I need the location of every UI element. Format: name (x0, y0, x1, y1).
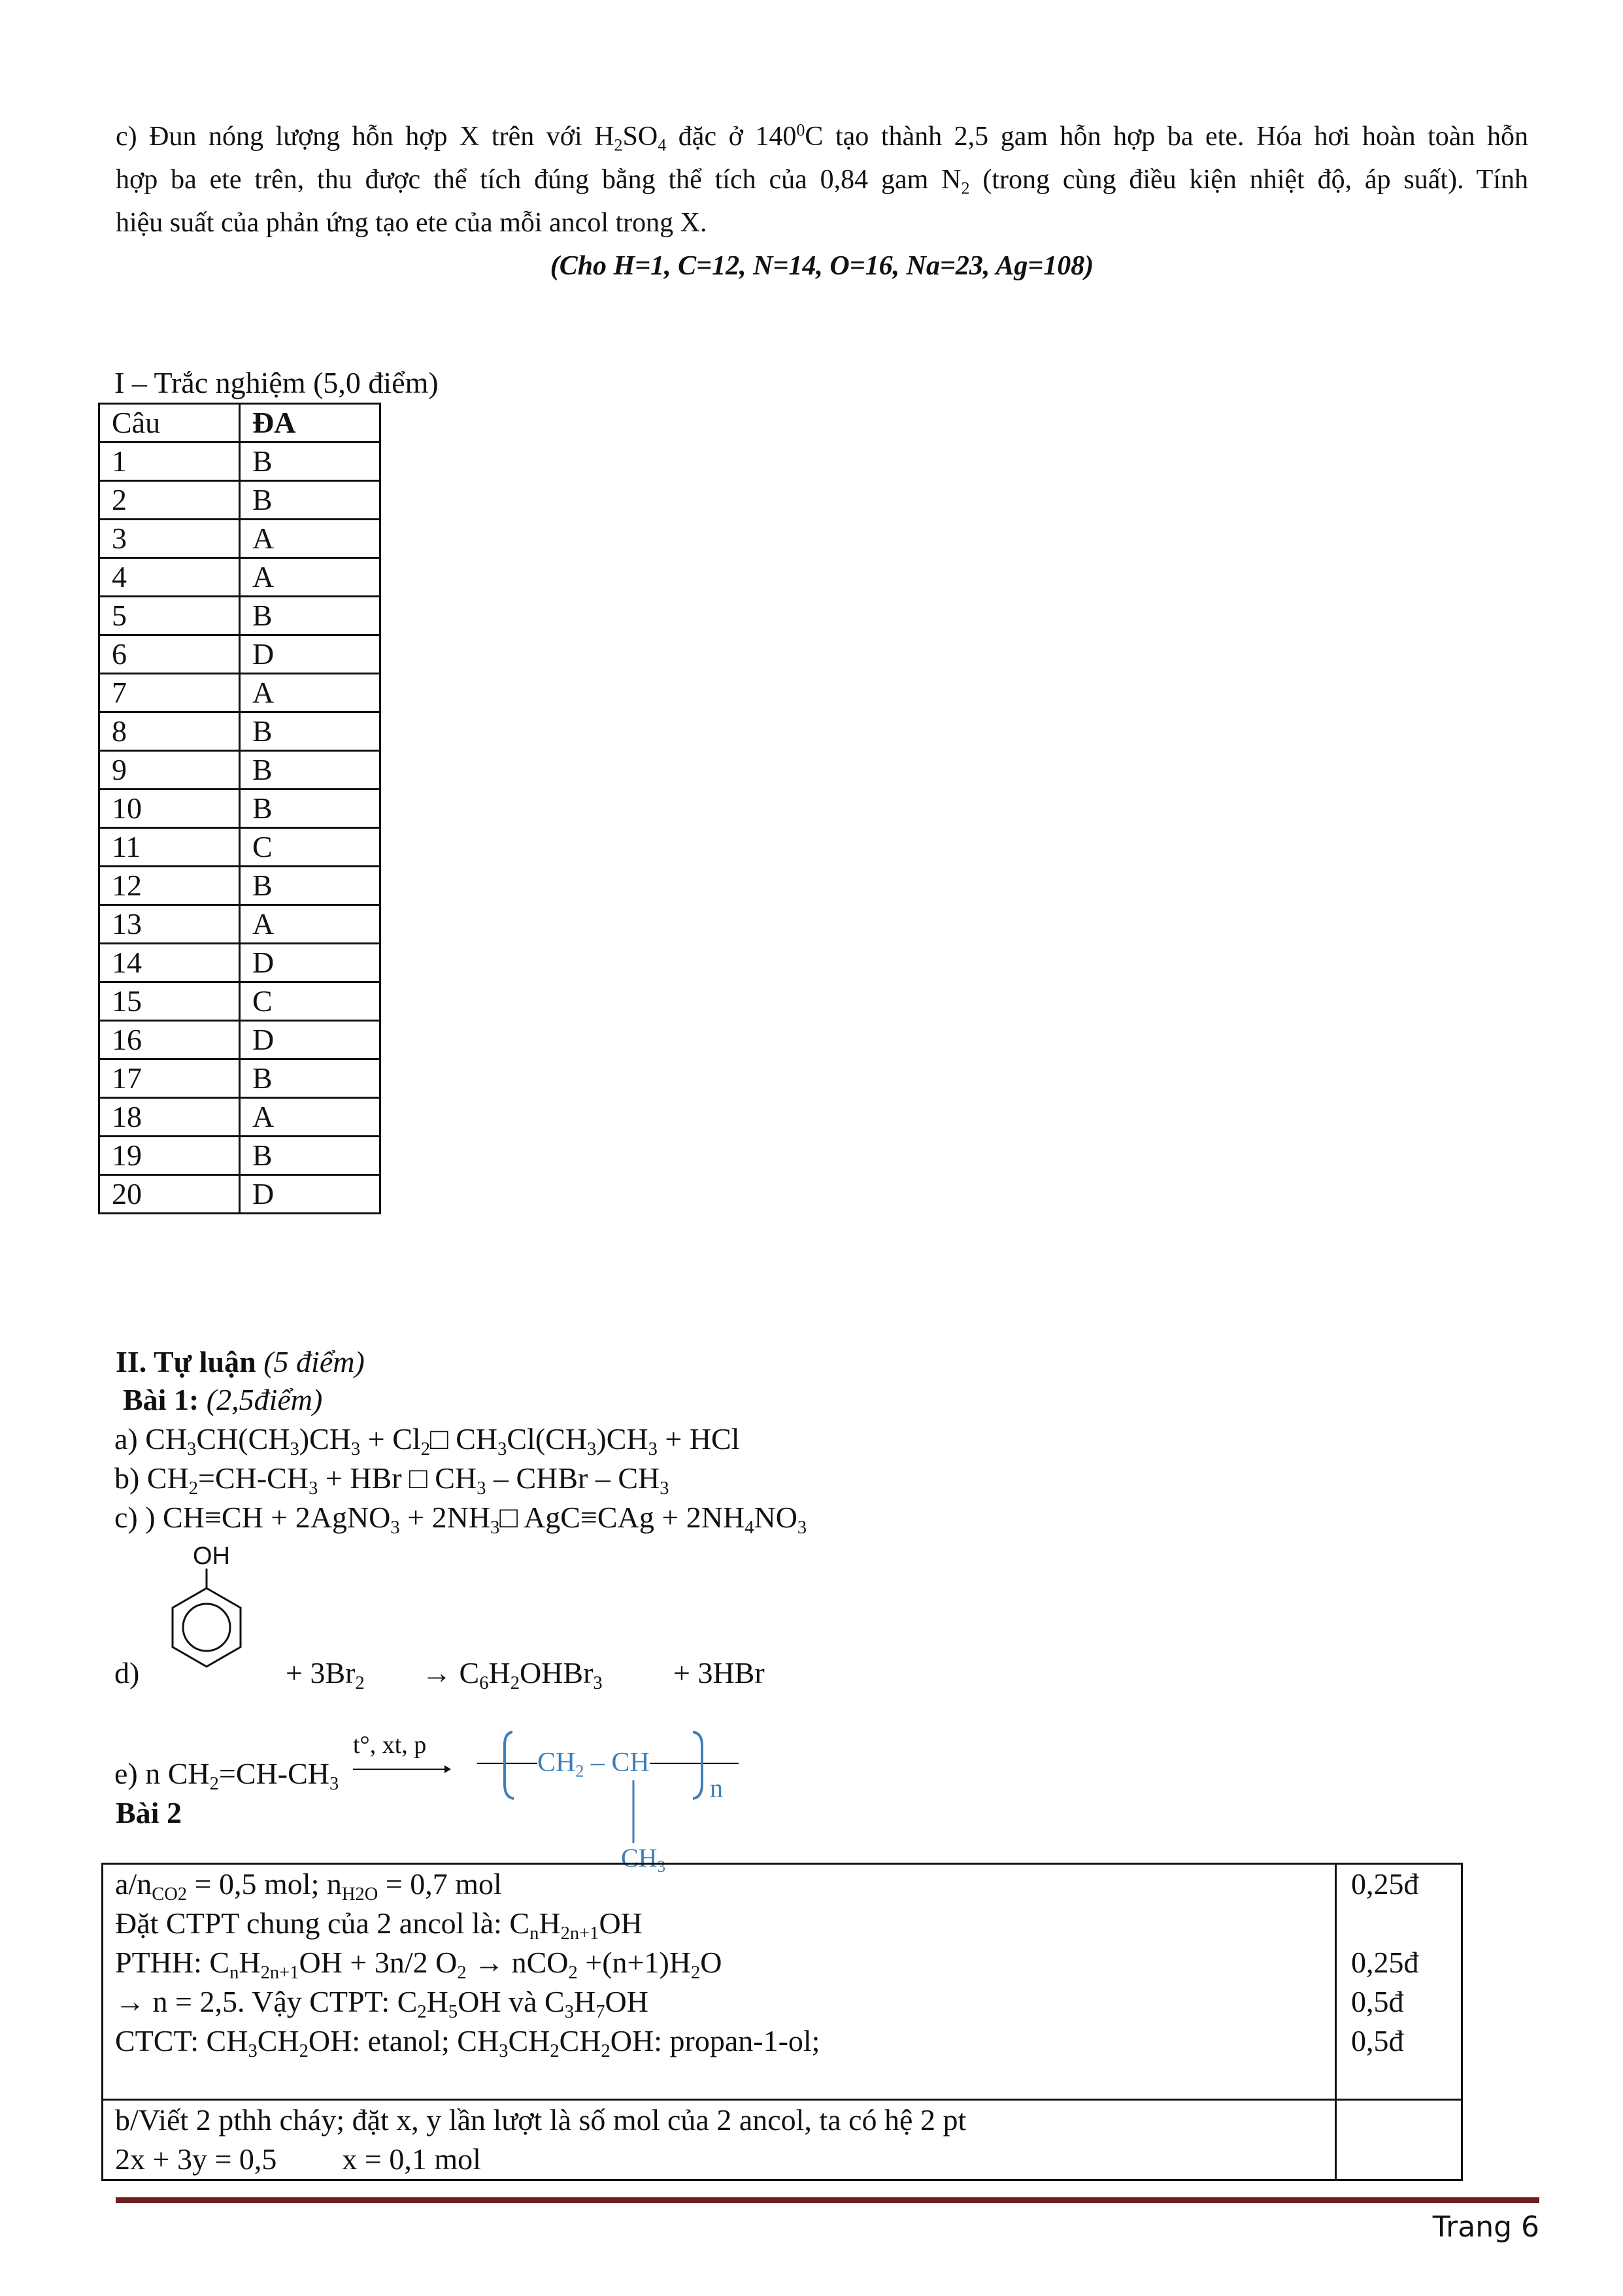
mcq-answer: B (240, 751, 380, 790)
table-row (99, 1137, 380, 1175)
mcq-answer: B (240, 597, 380, 635)
mcq-answer: A (240, 520, 380, 558)
mcq-answer: D (240, 1021, 380, 1059)
bai2-heading: Bài 2 (116, 1796, 182, 1829)
table-row (99, 481, 380, 520)
phenol-oh-label: OH (193, 1542, 230, 1570)
equation-b: b) $CH_2=CH-CH_3$ + HBr □ $CH_3$ – CHBr – $CH_3$ (114, 1461, 669, 1499)
essay-heading: II. Tự luận (5 điểm) (116, 1345, 365, 1378)
table-row (99, 558, 380, 597)
mcq-answer: A (240, 1098, 380, 1137)
mcq-answer: A (240, 558, 380, 597)
mcq-answer: B (240, 867, 380, 905)
mcq-heading: I – Trắc nghiệm (5,0 điểm) (114, 366, 439, 399)
equation-c: c) ) CH≡CH + 2AgNO$_3$ + $2NH_3□$ $AgC\equiv CAg + 2NH_4NO_3$ (114, 1501, 807, 1539)
table-row (99, 635, 380, 674)
polymer-structure (477, 1725, 739, 1882)
mcq-question-number: 8 (99, 712, 240, 751)
polymer-repeat-unit: $CH_2$ – CH (537, 1748, 650, 1781)
mcq-col-question: Câu (99, 404, 240, 442)
mcq-answer: B (240, 790, 380, 828)
table-row (99, 1059, 380, 1098)
mcq-answer: D (240, 635, 380, 674)
mcq-question-number: 9 (99, 751, 240, 790)
mcq-answer: B (240, 481, 380, 520)
mcq-question-number: 19 (99, 1137, 240, 1175)
reaction-arrow (353, 1731, 451, 1776)
footer-divider (116, 2197, 1539, 2203)
question-c-line1: c) Đun nóng lượng hỗn hợp X trên với $H_2SO_4$ đặc ở $140^0C$ tạo thành 2,5 gam hỗn hợp ba ete. Hóa hơi hoàn toàn hỗn (116, 120, 1528, 155)
mcq-answer: B (240, 712, 380, 751)
equation-d-label: d) (114, 1656, 140, 1689)
reaction-conditions: t°, xt, p (353, 1731, 427, 1759)
table-row (99, 867, 380, 905)
mcq-question-number: 2 (99, 481, 240, 520)
polymer-n: n (710, 1773, 723, 1803)
table-row (103, 1864, 1462, 2100)
mcq-question-number: 6 (99, 635, 240, 674)
mcq-answer: C (240, 982, 380, 1021)
mcq-answer-table (98, 403, 381, 1214)
mcq-answer: D (240, 1175, 380, 1214)
question-c-line2: hợp ba ete trên, thu được thể tích đúng bằng thể tích của 0,84 gam $N_2$ (trong cùng điều kiện nhiệt độ, áp suất). Tính (116, 165, 1529, 198)
table-row (99, 790, 380, 828)
mcq-question-number: 14 (99, 944, 240, 982)
score-cell-b (1336, 2100, 1462, 2180)
mcq-question-number: 20 (99, 1175, 240, 1214)
bai1-heading: Bài 1: (2,5điểm) (123, 1383, 323, 1416)
given-atomic-masses: (Cho H=1, C=12, N=14, O=16, Na=23, Ag=108) (550, 251, 1094, 281)
table-row (99, 751, 380, 790)
table-row (99, 1021, 380, 1059)
mcq-question-number: 11 (99, 828, 240, 867)
mcq-answer: A (240, 674, 380, 712)
mcq-question-number: 4 (99, 558, 240, 597)
right-arrow-icon (353, 1759, 451, 1779)
bai2-solution-table (101, 1863, 1463, 2181)
table-row (99, 442, 380, 481)
table-row (99, 828, 380, 867)
table-row (99, 1098, 380, 1137)
mcq-answer: D (240, 944, 380, 982)
solution-a-cell: $a/n_{CO2} = 0,5$ mol; $n_{H2O} = 0,7$ mol Đặt CTPT chung của 2 ancol là: $C_nH_{2n+1}OH$ PTHH: $C_nH_{2n+1}OH + 3n/2$ $O_2 \to nCO_2 +(n+1)H_2O$ → n = 2,5. Vậy CTPT: $C_2H_5OH$ và $C_3H_7OH$ CTCT: $CH_3CH_2OH$: etanol; $CH_3CH_2CH_2OH$: propan-1-ol; (103, 1864, 1336, 2100)
polymer-ch3: $CH_3$ (621, 1843, 665, 1876)
equation-a: a) $CH_3CH(CH_3)CH_3$ + $Cl_2□$ $CH_3Cl(CH_3)CH_3$ + HCl (114, 1422, 740, 1460)
mcq-question-number: 16 (99, 1021, 240, 1059)
mcq-question-number: 10 (99, 790, 240, 828)
mcq-question-number: 17 (99, 1059, 240, 1098)
table-row (99, 905, 380, 944)
table-row (99, 944, 380, 982)
mcq-question-number: 3 (99, 520, 240, 558)
table-row (99, 520, 380, 558)
question-c (116, 115, 1528, 244)
mcq-answer: A (240, 905, 380, 944)
mcq-header-row (99, 404, 380, 442)
table-row (99, 982, 380, 1021)
mcq-question-number: 13 (99, 905, 240, 944)
solution-b-cell: b/Viết 2 pthh cháy; đặt x, y lần lượt là số mol của 2 ancol, ta có hệ 2 pt 2x + 3y = 0,5 x = 0,1 mol (103, 2100, 1336, 2180)
mcq-col-answer: ĐA (240, 404, 380, 442)
page-number: Trang 6 (1432, 2210, 1539, 2244)
mcq-answer: C (240, 828, 380, 867)
table-row (99, 1175, 380, 1214)
question-c-line3: hiệu suất của phản ứng tạo ete của mỗi ancol trong X. (116, 208, 707, 238)
table-row (99, 712, 380, 751)
mcq-question-number: 7 (99, 674, 240, 712)
mcq-question-number: 5 (99, 597, 240, 635)
mcq-question-number: 15 (99, 982, 240, 1021)
table-row (103, 2100, 1462, 2180)
mcq-question-number: 18 (99, 1098, 240, 1137)
mcq-answer: B (240, 1059, 380, 1098)
table-row (99, 674, 380, 712)
mcq-answer: B (240, 1137, 380, 1175)
equation-d: d) + $3Br_2$ → $C_6H_2OHBr_3$ + 3HBr (114, 1656, 765, 1694)
score-cell-a: 0,25đ 0,25đ 0,5đ 0,5đ (1336, 1864, 1462, 2100)
mcq-question-number: 1 (99, 442, 240, 481)
table-row (99, 597, 380, 635)
mcq-question-number: 12 (99, 867, 240, 905)
mcq-answer: B (240, 442, 380, 481)
equation-e: e) n $CH_2=CH-CH_3$ (114, 1757, 339, 1795)
